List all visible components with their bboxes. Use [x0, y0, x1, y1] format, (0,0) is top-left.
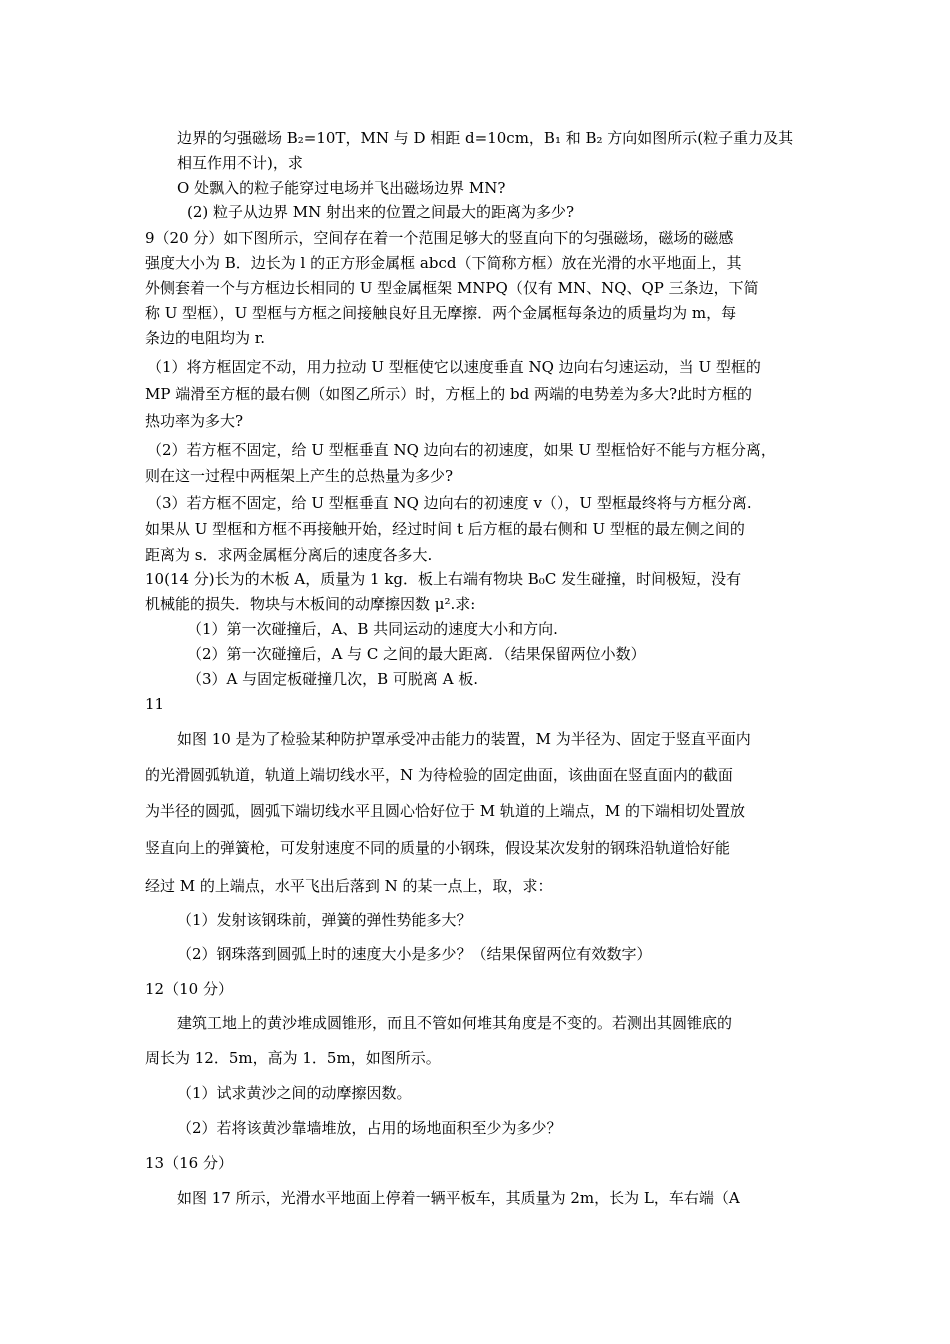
- text-line: 周长为 12．5m，高为 1．5m，如图所示。: [145, 1049, 441, 1067]
- text-line: 边界的匀强磁场 B₂=10T，MN 与 D 相距 d=10cm，B₁ 和 B₂ 方向如图所示(粒子重力及其: [177, 129, 794, 147]
- text-line: 的光滑圆弧轨道，轨道上端切线水平，N 为待检验的固定曲面，该曲面在竖直面内的截面: [145, 766, 733, 784]
- sub-question: （1）试求黄沙之间的动摩擦因数。: [177, 1084, 412, 1102]
- text-line: 竖直向上的弹簧枪，可发射速度不同的质量的小钢珠，假设某次发射的钢珠沿轨道恰好能: [145, 839, 731, 857]
- question-9-text: 9（20 分）如下图所示，空间存在着一个范围足够大的竖直向下的匀强磁场，磁场的磁感: [145, 229, 734, 247]
- question-number: 13（16 分）: [145, 1154, 233, 1172]
- question-13-text: 如图 17 所示，光滑水平地面上停着一辆平板车，其质量为 2m，长为 L，车右端（A: [177, 1189, 740, 1207]
- question-number: 12（10 分）: [145, 980, 233, 998]
- sub-question: （3）若方框不固定，给 U 型框垂直 NQ 边向右的初速度 v（），U 型框最终将与方框分离.: [147, 494, 752, 512]
- sub-question: （1）发射该钢珠前，弹簧的弹性势能多大？: [177, 911, 472, 929]
- question-number: 11: [145, 695, 165, 713]
- sub-question: （2）若方框不固定，给 U 型框垂直 NQ 边向右的初速度，如果 U 型框恰好不能与方框分离，: [147, 441, 776, 459]
- sub-question: （1）将方框固定不动，用力拉动 U 型框使它以速度垂直 NQ 边向右匀速运动，当 U 型框的: [147, 358, 761, 376]
- sub-question: （2）若将该黄沙靠墙堆放，占用的场地面积至少为多少？: [177, 1119, 562, 1137]
- text-line: 外侧套着一个与方框边长相同的 U 型金属框架 MNPQ（仅有 MN、NQ、QP 三条边，下简: [145, 279, 759, 297]
- text-line: 如果从 U 型框和方框不再接触开始，经过时间 t 后方框的最右侧和 U 型框的最左侧之间的: [145, 520, 745, 538]
- sub-question: （3）A 与固定板碰撞几次，B 可脱离 A 板.: [187, 670, 479, 688]
- question-11-text: 如图 10 是为了检验某种防护罩承受冲击能力的装置，M 为半径为、固定于竖直平面内: [177, 730, 751, 748]
- text-line: MP 端滑至方框的最右侧（如图乙所示）时，方框上的 bd 两端的电势差为多大?此时方框的: [145, 385, 753, 403]
- text-line: 距离为 s．求两金属框分离后的速度各多大.: [145, 546, 433, 564]
- text-line: 机械能的损失．物块与木板间的动摩擦因数 μ².求:: [145, 595, 476, 613]
- text-line: 则在这一过程中两框架上产生的总热量为多少?: [145, 467, 454, 485]
- text-line: 经过 M 的上端点，水平飞出后落到 N 的某一点上，取，求：: [145, 877, 553, 895]
- text-line: (2) 粒子从边界 MN 射出来的位置之间最大的距离为多少?: [187, 203, 575, 221]
- text-line: 相互作用不计)，求: [177, 154, 303, 172]
- text-line: 为半径的圆弧，圆弧下端切线水平且圆心恰好位于 M 轨道的上端点，M 的下端相切处置放: [145, 802, 746, 820]
- text-line: 强度大小为 B．边长为 l 的正方形金属框 abcd（下简称方框）放在光滑的水平地面上，其: [145, 254, 742, 272]
- text-line: 称 U 型框），U 型框与方框之间接触良好且无摩擦．两个金属框每条边的质量均为 m，每: [145, 304, 737, 322]
- sub-question: （1）第一次碰撞后，A、B 共同运动的速度大小和方向.: [187, 620, 558, 638]
- text-line: 热功率为多大?: [145, 412, 244, 430]
- question-12-text: 建筑工地上的黄沙堆成圆锥形，而且不管如何堆其角度是不变的。若测出其圆锥底的: [177, 1014, 733, 1032]
- text-line: O 处飘入的粒子能穿过电场并飞出磁场边界 MN?: [177, 179, 506, 197]
- text-line: 条边的电阻均为 r.: [145, 329, 266, 347]
- sub-question: （2）钢珠落到圆弧上时的速度大小是多少？（结果保留两位有效数字）: [177, 945, 652, 963]
- question-10-text: 10(14 分)长为的木板 A，质量为 1 kg．板上右端有物块 B₀C 发生碰撞，时间极短，没有: [145, 570, 742, 588]
- sub-question: （2）第一次碰撞后，A 与 C 之间的最大距离．（结果保留两位小数）: [187, 645, 646, 663]
